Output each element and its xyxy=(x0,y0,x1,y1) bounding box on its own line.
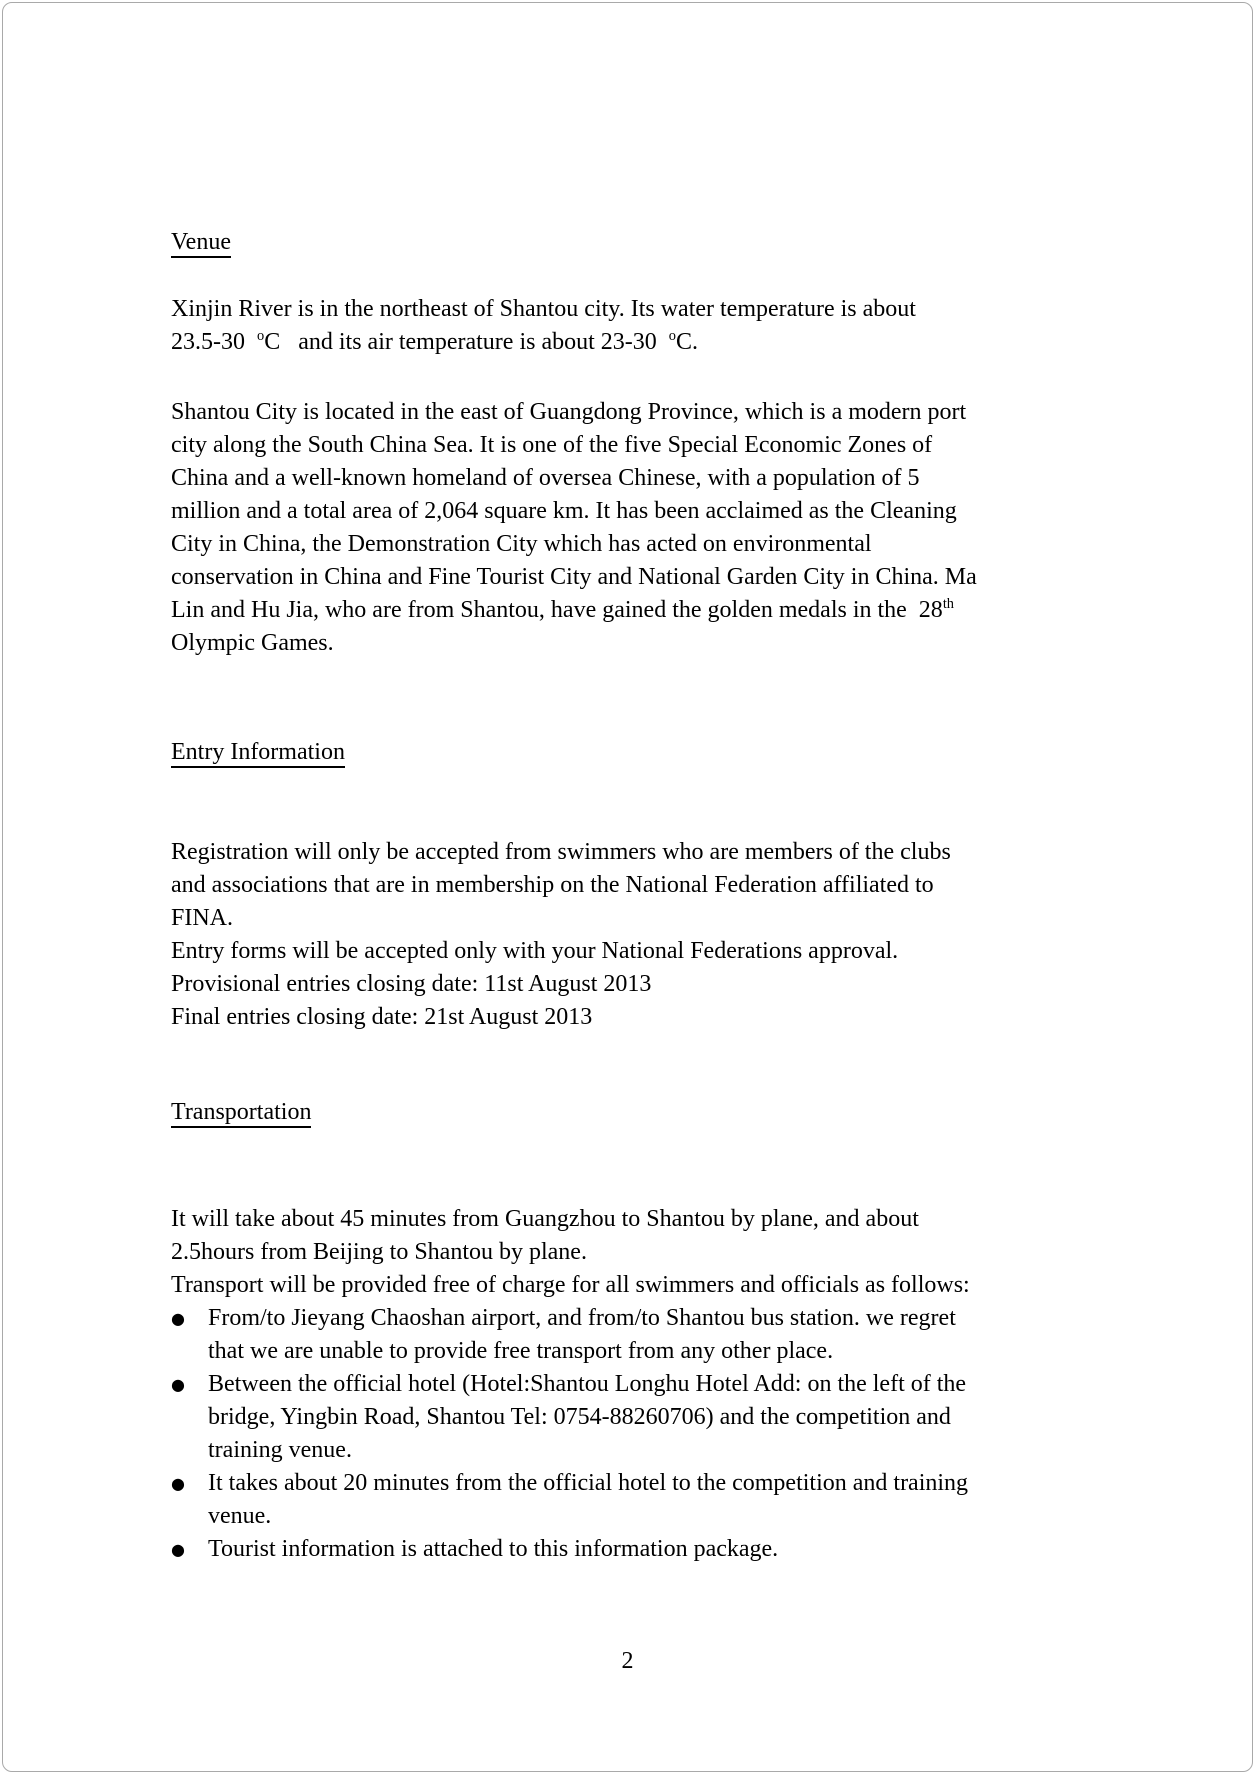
text-line: FINA. xyxy=(171,905,234,931)
bullet-icon: ● xyxy=(171,1309,185,1328)
paragraph-venue-temperature xyxy=(171,293,1255,359)
text-line: 2.5hours from Beijing to Shantou by plane. xyxy=(171,1239,587,1265)
paragraph-transportation xyxy=(171,1203,1255,1302)
heading-text: Venue xyxy=(171,229,231,258)
text-line: conservation in China and Fine Tourist City and National Garden City in China. Ma xyxy=(171,564,977,590)
text-line: city along the South China Sea. It is one of the five Special Economic Zones of xyxy=(171,432,933,458)
text-line: million and a total area of 2,064 square km. It has been acclaimed as the Cleaning xyxy=(171,498,957,524)
text-line: It takes about 20 minutes from the official hotel to the competition and training xyxy=(208,1470,969,1496)
bullet-text xyxy=(208,1302,956,1368)
text-line xyxy=(171,326,1255,359)
text-line: Registration will only be accepted from swimmers who are members of the clubs xyxy=(171,839,951,865)
bullet-icon: ● xyxy=(171,1375,185,1394)
text-line: From/to Jieyang Chaoshan airport, and from/to Shantou bus station. we regret xyxy=(208,1305,956,1331)
section-heading-entry-information xyxy=(171,736,1255,769)
text-line: Provisional entries closing date: 11st August 2013 xyxy=(171,971,652,997)
bullet-icon: ● xyxy=(171,1474,185,1493)
text-segment: Lin and Hu Jia, who are from Shantou, have gained the golden medals in the 28 xyxy=(171,597,943,623)
bullet-item xyxy=(171,1467,1255,1533)
degree-symbol: o xyxy=(257,328,265,344)
text-line: Xinjin River is in the northeast of Shantou city. Its water temperature is about xyxy=(171,296,916,322)
heading-text: Entry Information xyxy=(171,739,345,768)
bullet-text xyxy=(208,1467,968,1533)
bullet-text xyxy=(208,1368,966,1467)
paragraph-shantou-city xyxy=(171,396,1255,660)
text-line: venue. xyxy=(208,1503,272,1529)
text-line: Final entries closing date: 21st August 2013 xyxy=(171,1004,593,1030)
text-line: Olympic Games. xyxy=(171,630,334,656)
ordinal-superscript: th xyxy=(942,596,955,612)
text-line: Transport will be provided free of charge for all swimmers and officials as follows: xyxy=(171,1272,970,1298)
text-line: training venue. xyxy=(208,1437,352,1463)
bullet-icon: ● xyxy=(171,1540,185,1559)
text-line: It will take about 45 minutes from Guangzhou to Shantou by plane, and about xyxy=(171,1206,919,1232)
degree-symbol: o xyxy=(668,328,676,344)
text-line: bridge, Yingbin Road, Shantou Tel: 0754-88260706) and the competition and xyxy=(208,1404,951,1430)
text-line xyxy=(171,594,1255,627)
heading-text: Transportation xyxy=(171,1099,311,1128)
text-line: Between the official hotel (Hotel:Shantou Longhu Hotel Add: on the left of the xyxy=(208,1371,967,1397)
bullet-text xyxy=(208,1533,778,1566)
page-number: 2 xyxy=(621,1648,634,1674)
text-line: China and a well-known homeland of oversea Chinese, with a population of 5 xyxy=(171,465,920,491)
text-segment: C and its air temperature is about 23-30 xyxy=(264,329,669,355)
bullet-item xyxy=(171,1368,1255,1467)
text-line: that we are unable to provide free transport from any other place. xyxy=(208,1338,834,1364)
text-segment: C. xyxy=(675,329,698,355)
text-line: Entry forms will be accepted only with your National Federations approval. xyxy=(171,938,899,964)
bullet-item xyxy=(171,1533,1255,1566)
paragraph-entry-information xyxy=(171,836,1255,1034)
text-line: Tourist information is attached to this information package. xyxy=(208,1536,779,1562)
text-segment: 23.5-30 xyxy=(171,329,257,355)
bullet-item xyxy=(171,1302,1255,1368)
text-line: Shantou City is located in the east of Guangdong Province, which is a modern port xyxy=(171,399,967,425)
section-heading-venue xyxy=(171,226,1255,259)
text-line: City in China, the Demonstration City which has acted on environmental xyxy=(171,531,872,557)
bullet-list xyxy=(171,1302,1255,1566)
text-line: and associations that are in membership on the National Federation affiliated to xyxy=(171,872,934,898)
section-heading-transportation xyxy=(171,1096,1255,1129)
